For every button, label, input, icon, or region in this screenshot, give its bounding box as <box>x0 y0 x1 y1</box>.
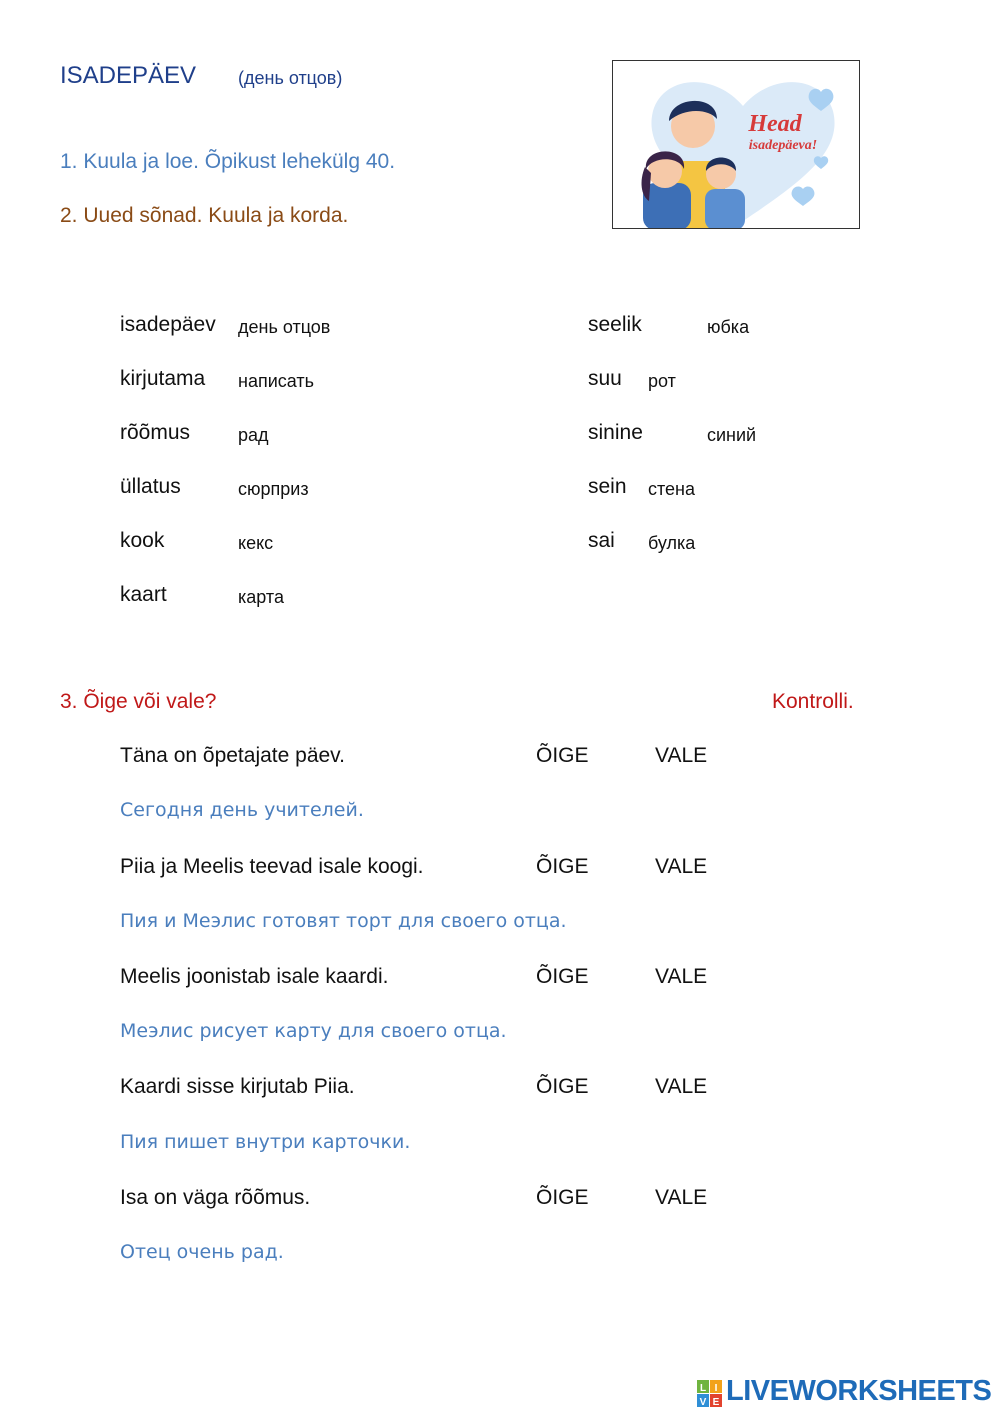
vocab-translation: юбка <box>707 317 750 337</box>
check-button[interactable]: Kontrolli. <box>772 690 854 713</box>
task-3-title: 3. Õige või vale? <box>60 690 217 713</box>
fathers-day-picture <box>612 60 860 229</box>
vocab-translation: написать <box>238 371 314 391</box>
vocab-word: suu <box>588 367 622 390</box>
option-true-5[interactable]: ÕIGE <box>536 1186 589 1209</box>
option-false-2[interactable]: VALE <box>655 855 708 878</box>
vocab-word: isadepäev <box>120 313 216 336</box>
quiz-statement: Täna on õpetajate päev. <box>120 744 345 767</box>
liveworksheets-logo-icon <box>697 1377 723 1411</box>
quiz-translation: Отец очень рад. <box>120 1241 284 1263</box>
option-false-1[interactable]: VALE <box>655 744 708 767</box>
vocab-word: sinine <box>588 421 643 444</box>
quiz-translation: Сегодня день учителей. <box>120 799 364 821</box>
picture-text-head: Head <box>748 111 802 137</box>
quiz-translation: Пия и Меэлис готовят торт для своего отца. <box>120 910 567 932</box>
vocab-translation: стена <box>648 479 696 499</box>
quiz-translation: Пия пишет внутри карточки. <box>120 1131 411 1153</box>
vocab-word: sein <box>588 475 627 498</box>
logo-letter: I <box>714 1383 718 1394</box>
task-1-instruction: 1. Kuula ja loe. Õpikust lehekülg 40. <box>60 150 396 173</box>
vocab-word: rõõmus <box>120 421 191 444</box>
task-2-instruction: 2. Uued sõnad. Kuula ja korda. <box>60 204 349 227</box>
option-true-1[interactable]: ÕIGE <box>536 744 589 767</box>
logo-letter: L <box>699 1383 707 1394</box>
vocab-word: kirjutama <box>120 367 206 390</box>
vocab-translation: сюрприз <box>238 479 309 499</box>
logo-letter: E <box>712 1397 720 1408</box>
quiz-statement: Isa on väga rõõmus. <box>120 1186 311 1209</box>
vocab-word: sai <box>588 529 615 552</box>
option-false-4[interactable]: VALE <box>655 1075 708 1098</box>
vocab-translation: рот <box>648 371 676 391</box>
option-true-2[interactable]: ÕIGE <box>536 855 589 878</box>
option-false-3[interactable]: VALE <box>655 965 708 988</box>
logo-letter: V <box>699 1397 707 1408</box>
vocab-word: seelik <box>588 313 642 336</box>
picture-text-isadepaeva: isadepäeva! <box>748 138 818 153</box>
quiz-statement: Piia ja Meelis teevad isale koogi. <box>120 855 424 878</box>
vocab-word: kook <box>120 529 165 552</box>
vocab-word: üllatus <box>120 475 181 498</box>
option-false-5[interactable]: VALE <box>655 1186 708 1209</box>
option-true-4[interactable]: ÕIGE <box>536 1075 589 1098</box>
quiz-statement: Meelis joonistab isale kaardi. <box>120 965 389 988</box>
vocab-translation: синий <box>707 425 757 445</box>
vocab-translation: день отцов <box>238 317 331 337</box>
option-true-3[interactable]: ÕIGE <box>536 965 589 988</box>
brand-name: LIVEWORKSHEETS <box>726 1375 992 1407</box>
page-title: ISADEPÄEV <box>60 62 197 89</box>
vocab-translation: булка <box>648 533 696 553</box>
vocab-translation: рад <box>238 425 269 445</box>
page-title-translation: (день отцов) <box>238 68 343 88</box>
vocab-word: kaart <box>120 583 167 606</box>
vocab-translation: карта <box>238 587 284 607</box>
quiz-statement: Kaardi sisse kirjutab Piia. <box>120 1075 355 1098</box>
vocab-translation: кекс <box>238 533 274 553</box>
quiz-translation: Меэлис рисует карту для своего отца. <box>120 1020 507 1042</box>
